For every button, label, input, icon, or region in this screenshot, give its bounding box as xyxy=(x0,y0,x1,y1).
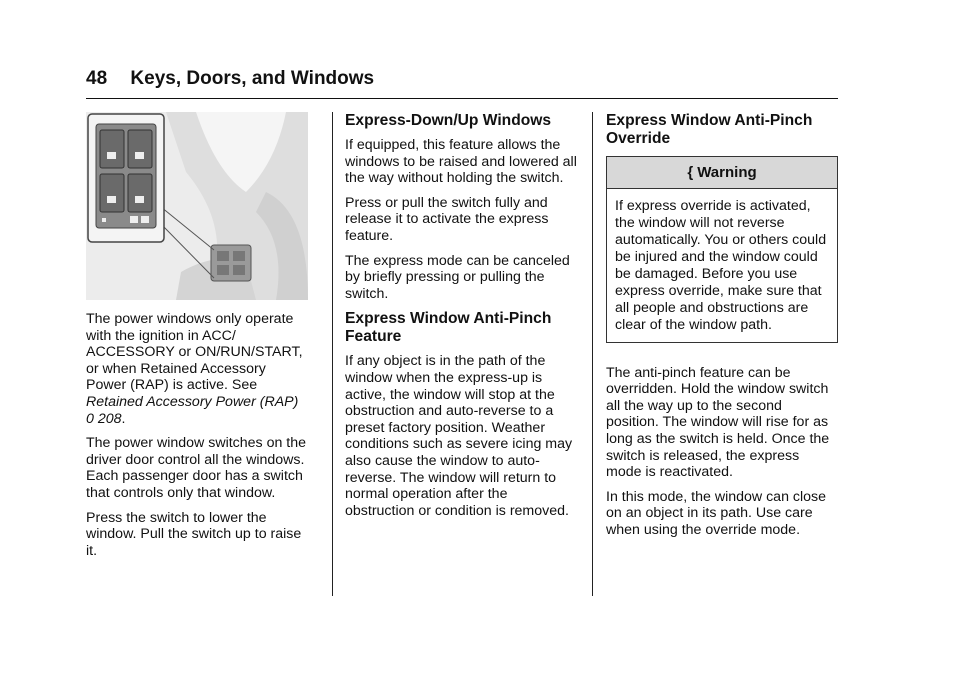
warning-title: Warning xyxy=(697,164,757,181)
window-switch-illustration xyxy=(86,112,308,300)
paragraph: The express mode can be canceled by briefly pressing or pulling the switch. xyxy=(345,252,570,302)
column-divider-2 xyxy=(592,112,593,596)
column-1 xyxy=(86,112,308,567)
text: The power windows only operate with the ignition in ACC/ ACCESSORY or ON/RUN/START, or when Retained Accessory Power (RAP) is active. See xyxy=(86,311,303,394)
paragraph: If any object is in the path of the window when the express-up is active, the window will stop at the obstruction and auto-reverse to a preset factory position. Weather conditions such as severe icing may also cause the window to auto-reverse. The window will return to normal operation after the obstruction or condition is removed. xyxy=(345,353,573,519)
page-ref-number: 208 xyxy=(97,410,122,427)
section-heading: Express Window Anti-Pinch Feature xyxy=(345,310,552,346)
paragraph: The power window switches on the driver door control all the windows. Each passenger door has a switch that controls only that window. xyxy=(86,435,307,501)
warning-text: If express override is activated, the window will not reverse automatically. You or others could be injured and the window could be damaged. Before you use express override, make sure that all people and obstructions are clear of the window path. xyxy=(615,197,827,333)
page-number: 48 xyxy=(86,68,108,89)
warning-box xyxy=(606,156,838,343)
warning-header xyxy=(607,157,837,189)
column-2 xyxy=(345,112,577,527)
column-divider-1 xyxy=(332,112,333,596)
section-heading: Express Window Anti-Pinch Override xyxy=(606,112,813,147)
column-3 xyxy=(606,112,838,547)
warning-body xyxy=(607,189,837,342)
page-ref-arrow: 0 xyxy=(86,410,94,427)
paragraph: Press or pull the switch fully and release it to activate the express feature. xyxy=(345,194,549,244)
paragraph: The anti-pinch feature can be overridden. Hold the window switch all the way up to the second position. The window will rise for as long as the switch is held. Once the switch is released, the express mode is reactivated. xyxy=(606,364,830,481)
section-title: Keys, Doors, and Windows xyxy=(130,68,375,89)
cross-ref-link[interactable]: Retained Accessory Power (RAP) xyxy=(86,393,299,410)
paragraph: If equipped, this feature allows the windows to be raised and lowered all the way without holding the switch. xyxy=(345,137,577,187)
paragraph: Press the switch to lower the window. Pull the switch up to raise it. xyxy=(86,509,302,559)
paragraph: In this mode, the window can close on an object in its path. Use care when using the override mode. xyxy=(606,488,827,538)
paragraph xyxy=(86,311,308,427)
warning-icon: { xyxy=(687,164,694,181)
section-heading: Express-Down/Up Windows xyxy=(345,112,552,129)
page-header xyxy=(86,68,374,90)
header-rule xyxy=(86,98,838,99)
text: . xyxy=(121,410,126,427)
